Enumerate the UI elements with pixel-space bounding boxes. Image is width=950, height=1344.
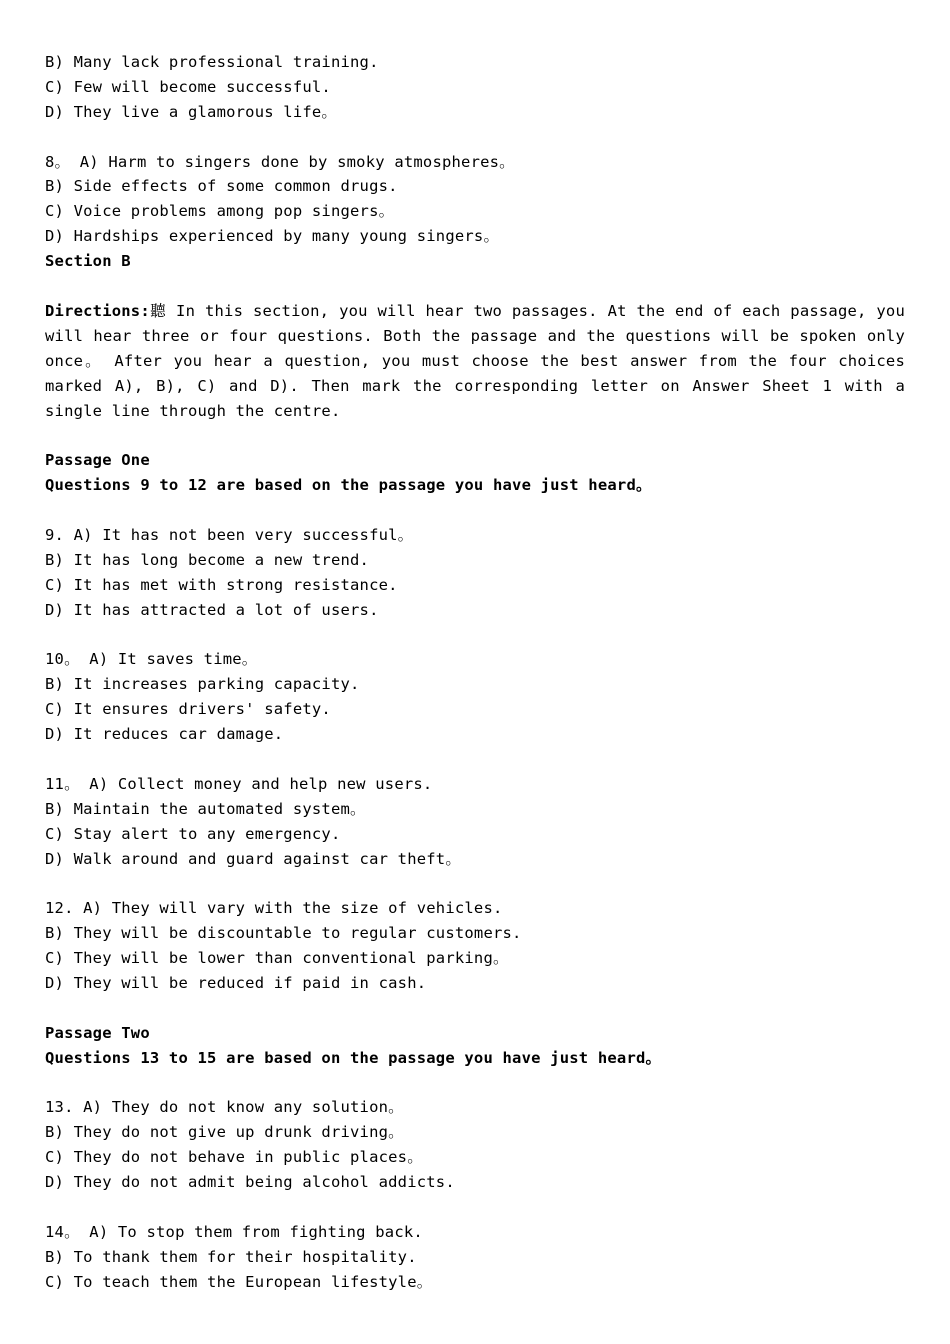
passage-two-instruction: Questions 13 to 15 are based on the passage you have just heard。 [45, 1048, 662, 1067]
q8-option-c: C) Voice problems among pop singers。 [45, 202, 395, 221]
q12-option-b: B) They will be discountable to regular customers. [45, 924, 522, 943]
directions-label: Directions: [45, 301, 150, 320]
q14-option-a: 14。 A) To stop them from fighting back. [45, 1222, 423, 1241]
q13-option-a: 13. A) They do not know any solution。 [45, 1098, 404, 1117]
q10-option-c: C) It ensures drivers' safety. [45, 700, 331, 719]
q11-option-b: B) Maintain the automated system。 [45, 799, 366, 818]
q12-option-c: C) They will be lower than conventional parking。 [45, 949, 509, 968]
document-page [45, 50, 905, 1295]
q11-option-a: 11。 A) Collect money and help new users. [45, 774, 433, 793]
passage-one-title: Passage One [45, 451, 150, 470]
q9-option-a: 9. A) It has not been very successful。 [45, 526, 414, 544]
q7-option-d: D) They live a glamorous life。 [45, 102, 338, 121]
q12-option-a: 12. A) They will vary with the size of vehicles. [45, 899, 503, 918]
q13-option-b: B) They do not give up drunk driving。 [45, 1123, 404, 1142]
q13-option-d: D) They do not admit being alcohol addicts. [45, 1173, 455, 1192]
q14-option-c: C) To teach them the European lifestyle。 [45, 1272, 433, 1291]
directions-paragraph [45, 299, 905, 424]
q7-option-b: B) Many lack professional training. [45, 53, 379, 71]
q8-option-a: 8。 A) Harm to singers done by smoky atmospheres。 [45, 152, 515, 171]
q13-option-c: C) They do not behave in public places。 [45, 1148, 423, 1167]
q10-option-d: D) It reduces car damage. [45, 725, 284, 744]
passage-two-title: Passage Two [45, 1023, 150, 1042]
q8-option-b: B) Side effects of some common drugs. [45, 177, 398, 196]
q11-option-d: D) Walk around and guard against car theft。 [45, 849, 462, 868]
q10-option-b: B) It increases parking capacity. [45, 675, 360, 694]
q8-option-d: D) Hardships experienced by many young singers。 [45, 227, 500, 246]
q12-option-d: D) They will be reduced if paid in cash. [45, 974, 427, 993]
q9-option-b: B) It has long become a new trend. [45, 550, 370, 569]
q14-option-b: B) To thank them for their hospitality. [45, 1247, 417, 1266]
q9-option-c: C) It has met with strong resistance. [45, 575, 398, 594]
q9-option-d: D) It has attracted a lot of users. [45, 600, 379, 619]
q7-option-c: C) Few will become successful. [45, 77, 331, 96]
passage-one-instruction: Questions 9 to 12 are based on the passage you have just heard。 [45, 476, 652, 495]
directions-text: 聽 In this section, you will hear two passages. At the end of each passage, you will hear three or four questions. Both the passage and the questions will be spoken only once。 After you hear a question, you must choose the best answer from the four choices marked A), B), C) and D). Then mark the corresponding letter on Answer Sheet 1 with a single line through the centre. [45, 301, 905, 420]
q10-option-a: 10。 A) It saves time。 [45, 650, 258, 669]
q11-option-c: C) Stay alert to any emergency. [45, 824, 341, 843]
section-b-heading: Section B [45, 252, 131, 271]
